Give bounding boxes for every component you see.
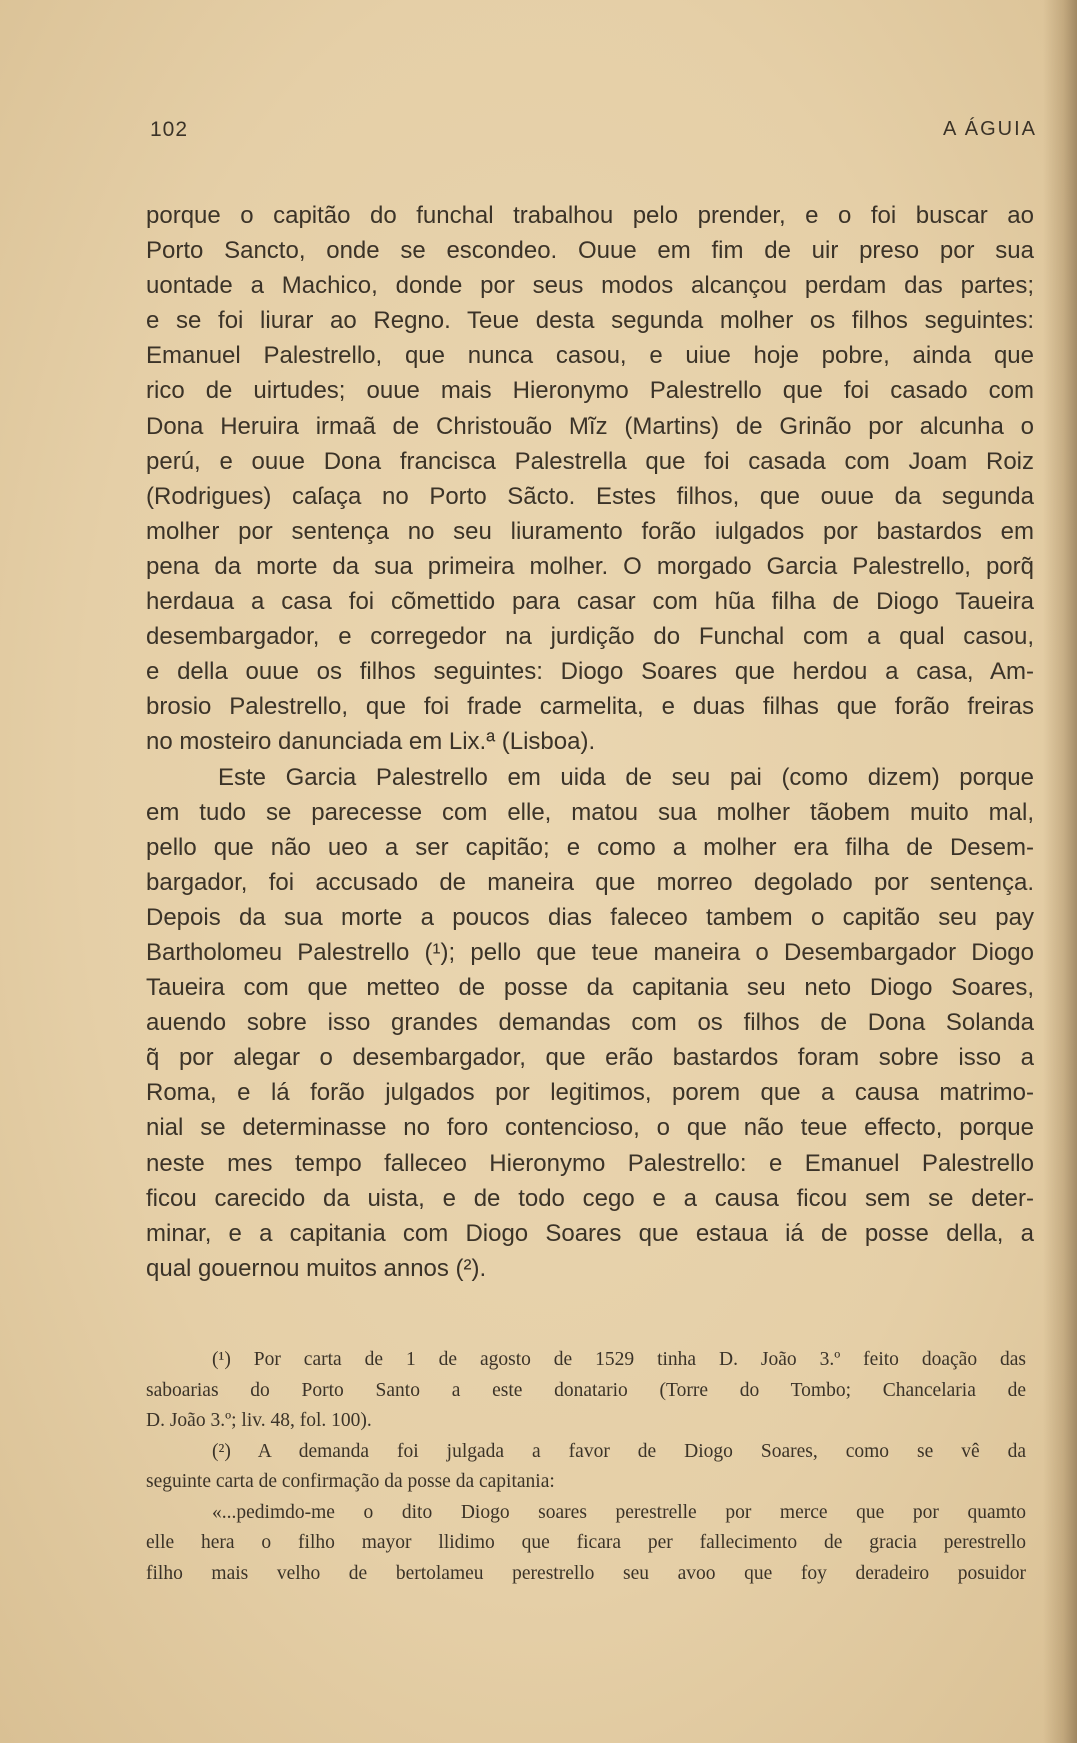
footnote-line: «...pedimdo-me o dito Diogo soares perestrelle por merce que por quamto [212, 1501, 1026, 1523]
body-line: molher por sentença no seu liuramento forão iulgados por bastardos em [146, 517, 1034, 545]
footnote-line: (¹) Por carta de 1 de agosto de 1529 tinha D. João 3.º feito doação das [212, 1349, 1026, 1370]
body-line: pello que não ueo a ser capitão; e como a molher era filha de Desem- [146, 833, 1034, 861]
body-line: neste mes tempo falleceo Hieronymo Palestrello: e Emanuel Palestrello [146, 1149, 1034, 1177]
footnote-line: (²) A demanda foi julgada a favor de Diogo Soares, como se vê da [212, 1440, 1026, 1462]
body-line: bargador, foi accusado de maneira que morreo degolado por sentença. [146, 868, 1034, 896]
body-line: Emanuel Palestrello, que nunca casou, e uiue hoje pobre, ainda que [146, 342, 1034, 370]
main-text [146, 198, 1034, 1286]
body-line: rico de uirtudes; ouue mais Hieronymo Palestrello que foi casado com [146, 377, 1034, 405]
body-line: Depois da sua morte a poucos dias faleceo tambem o capitão seu pay [146, 903, 1034, 931]
page-number: 102 [150, 118, 189, 141]
running-head: A ÁGUIA [942, 118, 1037, 140]
page-edge-shadow [1043, 0, 1077, 1743]
body-line: ficou carecido da uista, e de todo cego e a causa ficou sem se deter- [146, 1184, 1034, 1212]
body-line: minar, e a capitania com Diogo Soares que estaua iá de posse della, a [146, 1219, 1034, 1247]
body-line: em tudo se parecesse com elle, matou sua molher tãobem muito mal, [146, 798, 1034, 826]
body-line: auendo sobre isso grandes demandas com os filhos de Dona Solanda [146, 1009, 1034, 1037]
body-line: (Rodrigues) caſaça no Porto Sãcto. Estes filhos, que ouue da segunda [146, 482, 1034, 510]
body-line: e se foi liurar ao Regno. Teue desta segunda molher os filhos seguintes: [146, 307, 1034, 335]
body-line: desembargador, e corregedor na jurdição do Funchal com a qual casou, [146, 623, 1034, 651]
body-line: uontade a Machico, donde por seus modos alcançou perdam das partes; [146, 272, 1034, 300]
body-line: qual gouernou muitos annos (²). [146, 1254, 487, 1282]
body-line: Porto Sancto, onde se escondeo. Ouue em fim de uir preso por sua [146, 237, 1034, 265]
body-line: herdaua a casa foi cõmettido para casar com hũa filha de Diogo Taueira [146, 588, 1034, 616]
body-line: e della ouue os filhos seguintes: Diogo Soares que herdou a casa, Am- [146, 658, 1034, 686]
body-line: Bartholomeu Palestrello (¹); pello que teue maneira o Desembargador Diogo [146, 938, 1034, 966]
body-line: no mosteiro danunciada em Lix.ª (Lisboa). [146, 728, 596, 756]
body-line: Dona Heruira irmaã de Christouão Mĩz (Martins) de Grinão por alcunha o [146, 412, 1034, 440]
footnote-line: seguinte carta de confirmação da posse da capitania: [146, 1471, 555, 1492]
body-line: Taueira com que metteo de posse da capitania seu neto Diogo Soares, [146, 974, 1034, 1002]
footnote-line: filho mais velho de bertolameu perestrello seu avoo que foy deradeiro posuidor [146, 1562, 1026, 1584]
body-line: nial se determinasse no foro contencioso, o que não teue effecto, porque [146, 1114, 1034, 1142]
footnotes [146, 1345, 1026, 1589]
footnote-line: saboarias do Porto Santo a este donatario (Torre do Tombo; Chancelaria de [146, 1379, 1026, 1401]
body-line: porque o capitão do funchal trabalhou pelo prender, e o foi buscar ao [146, 202, 1034, 229]
body-line: Roma, e lá forão julgados por legitimos, porem que a causa matrimo- [146, 1079, 1034, 1107]
footnote-line: D. João 3.º; liv. 48, fol. 100). [146, 1410, 372, 1431]
body-line: brosio Palestrello, que foi frade carmelita, e duas filhas que forão freiras [146, 693, 1034, 721]
body-line: pena da morte da sua primeira molher. O morgado Garcia Palestrello, porq̃ [146, 552, 1034, 580]
footnote-line: elle hera o filho mayor llidimo que ficara per fallecimento de gracia perestrello [146, 1532, 1026, 1553]
body-line: perú, e ouue Dona francisca Palestrella que foi casada com Joam Roiz [146, 447, 1034, 475]
body-line: Este Garcia Palestrello em uida de seu pai (como dizem) porque [218, 763, 1034, 791]
body-line: q̃ por alegar o desembargador, que erão bastardos foram sobre isso a [146, 1044, 1034, 1072]
